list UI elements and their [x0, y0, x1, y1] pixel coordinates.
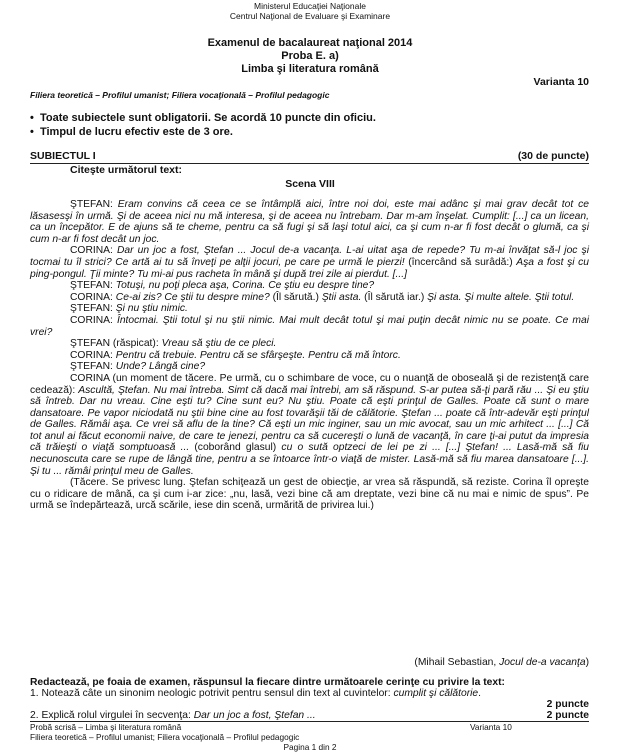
exam-track: Filiera teoretică – Profilul umanist; Filiera vocaţională – Profilul pedagogic — [30, 90, 330, 100]
tasks-instruction: Redactează, pe foaia de examen, răspunsul la fiecare dintre următoarele cerinţe cu privire la text: — [30, 677, 505, 688]
subject-points: (30 de puncte) — [517, 150, 589, 162]
exam-variant: Varianta 10 — [533, 76, 589, 88]
dialogue-paragraph: CORINA: Ce-ai zis? Ce ştii tu despre mine? (Îl sărută.) Ştii asta. (Îl sărută iar.) Şi asta. Şi multe altele. Ştii totul. — [70, 291, 575, 303]
task-2-points: 2 puncte — [546, 710, 589, 721]
ministry-header: Ministerul Educaţiei Naţionale — [254, 1, 366, 11]
footer-page: Pagina 1 din 2 — [283, 742, 337, 752]
dialogue-paragraph: CORINA (un moment de tăcere. Pe urmă, cu o schimbare de voce, cu o nuanţă de oboseală şi de rezistenţă care cedează): Ascultă, Ştefan. Nu mai întreba. Simt că dacă mai întrebi, am să răspund. S-ar putea să-ţi pară rău ... Şi eu ştiu să întreb. Dar nu vreau. Cine eşti tu? Cine sunt eu? Nu ştiu. Poate că eşti prinţul de Galles. Poate că sunt o mare dansatoare. Pe vapor niciodată nu ştii bine cine au fost tovarăşii tăi de călătorie. Ştefan ... poate că într-adevăr eşti prinţul de Galles. Rămâi aşa. Ce vrei să aflu de la tine? Că eşti un mic inginer, sau un mic avocat, sau un mic arhitect ... [...] Că tot anul ai făcut economii naive, de care te jenezi, pentru ca să cucereşti o lună de vacanţă, în care ţi-ai putut da impresia că trăieşti o viaţă somptuoasă ... (coborând glasul) cu o sută optzeci de lei pe zi ... [...] Ştefan! ... Lasă-mă să fiu necunoscuta care se rupe de lângă tine, pentru a se întoarce într-o viaţă de mister. Lasă-mă să fiu marea dansatoare [...]. Şi tu ... rămâi prinţul meu de Galles. — [30, 372, 590, 477]
dialogue-paragraph: ŞTEFAN (răspicat): Vreau să ştiu de ce pleci. — [70, 338, 277, 350]
exam-proba: Proba E. a) — [281, 50, 339, 62]
dialogue-paragraph: CORINA: Pentru că trebuie. Pentru că se sfârşeşte. Pentru că mă întorc. — [70, 349, 401, 361]
dialogue-paragraph: ŞTEFAN: Unde? Lângă cine? — [70, 361, 206, 373]
dialogue-paragraph: CORINA: Întocmai. Ştii totul şi nu ştii nimic. Mai mult decât totul şi mai puţin decât nimic nu se poate. Ce mai vrei? — [30, 314, 589, 338]
task-2: 2. Explică rolul virgulei în secvenţa: Dar un joc a fost, Ştefan ... — [30, 710, 316, 721]
subject-label: SUBIECTUL I — [30, 150, 96, 162]
task-1-points: 2 puncte — [546, 699, 589, 710]
read-instruction: Citeşte următorul text: — [70, 164, 183, 176]
stage-direction: (Tăcere. Se privesc lung. Ştefan schiţează un gest de obiecţie, ar vrea să răspundă, să reziste. Corina îl opreşte cu o ridicare de mână, ca şi cum i-ar zice: „nu, lasă, vezi bine că am dreptate, vezi bine că nu mai e nimic de spus”. Pe urmă se îndepărtează, urcă scările, iese din scenă, urmărită de privirea lui.) — [30, 477, 589, 512]
footer-line: Probă scrisă – Limba şi literatura română — [30, 722, 182, 732]
footer-variant: Varianta 10 — [470, 722, 512, 732]
rule-item: • Toate subiectele sunt obligatorii. Se acordă 10 puncte din oficiu. — [30, 112, 376, 124]
center-header: Centrul Naţional de Evaluare şi Examinare — [229, 11, 391, 21]
dialogue-paragraph: ŞTEFAN: Totuşi, nu poţi pleca aşa, Corina. Ce ştiu eu despre tine? — [70, 280, 375, 292]
bullet-icon: • — [30, 126, 40, 138]
text-source: (Mihail Sebastian, Jocul de-a vacanţa) — [414, 657, 589, 668]
dialogue-paragraph: ŞTEFAN: Şi nu ştiu nimic. — [70, 303, 188, 315]
footer-track: Filiera teoretică – Profilul umanist; Filiera vocaţională – Profilul pedagogic — [30, 732, 300, 742]
task-1: 1. Notează câte un sinonim neologic potrivit pentru sensul din text al cuvintelor: cumplit şi călătorie. — [30, 688, 482, 699]
rule-item: • Timpul de lucru efectiv este de 3 ore. — [30, 126, 233, 138]
dialogue-paragraph: CORINA: Dar un joc a fost, Ştefan ... Jocul de-a vacanţa. L-ai uitat aşa de repede? Tu m-ai învăţat să-l joc şi tocmai tu îl strici? Ce artă ai tu să înveţi pe alţii jocuri, pe care pe urmă le pierzi! (încercând să surâdă:) Aşa a fost şi cu ping-pongul. Ţii minte? Tu mi-ai pus racheta în mână şi după trei zile ai pierdut. [...] — [30, 245, 589, 280]
scene-title: Scena VIII — [285, 178, 335, 190]
bullet-icon: • — [30, 112, 40, 124]
dialogue-paragraph: ŞTEFAN: Eram convins că ceea ce se întâmplă aici, între noi doi, este mai adânc şi mai grav decât tot ce lăsasesşi în urmă. Şi de aceea nici nu mă interesa, şi de aceea nu întrebam. Dar m-am înşelat. Cumplit: [...] ca un licean, ca un începător. E de ajuns să te cheme, pentru ca să fugi şi să laşi totul aici, ca şi cum n-ar fi fost decât o glumă, ca şi cum n-ar fi fost decât un joc. — [30, 199, 589, 245]
literary-text — [30, 199, 589, 512]
exam-subject: Limba şi literatura română — [241, 63, 379, 75]
exam-title: Examenul de bacalaureat naţional 2014 — [207, 37, 413, 49]
